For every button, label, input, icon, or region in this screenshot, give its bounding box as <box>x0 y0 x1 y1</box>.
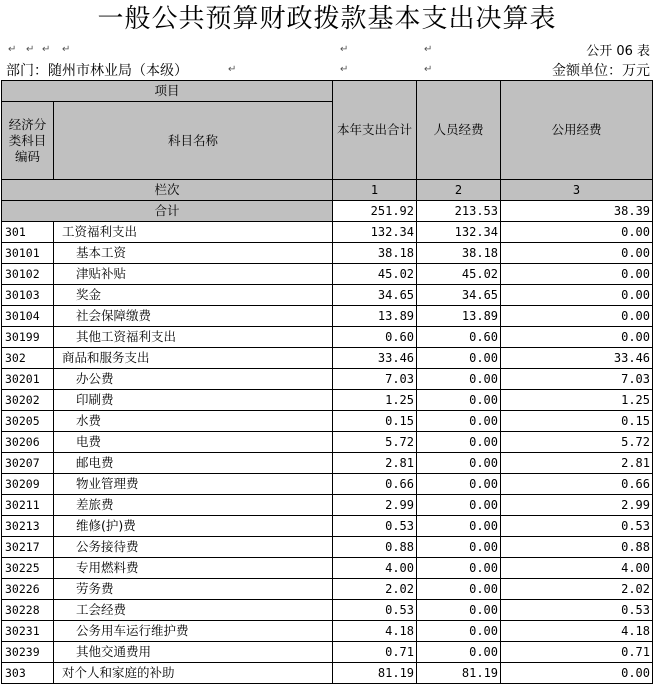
public-cell: 4.18 <box>501 621 653 642</box>
table-row <box>2 327 653 348</box>
subject-name-cell: 工会经费 <box>54 600 333 621</box>
econ-code-cell: 30209 <box>2 474 54 495</box>
econ-code-cell: 30202 <box>2 390 54 411</box>
sum-total: 251.92 <box>333 201 417 222</box>
table-row <box>2 432 653 453</box>
subject-name-cell: 印刷费 <box>54 390 333 411</box>
public-cell: 0.00 <box>501 306 653 327</box>
public-cell: 2.02 <box>501 579 653 600</box>
total-cell: 0.71 <box>333 642 417 663</box>
department-label: 部门：随州市林业局（本级） <box>6 62 188 79</box>
total-cell: 0.53 <box>333 600 417 621</box>
table-row <box>2 306 653 327</box>
unit-label: 金额单位：万元 <box>552 62 650 79</box>
personnel-cell: 38.18 <box>417 243 501 264</box>
total-cell: 4.18 <box>333 621 417 642</box>
table-row <box>2 369 653 390</box>
subject-name-cell: 工资福利支出 <box>54 222 333 243</box>
report-title: 一般公共预算财政拨款基本支出决算表 <box>97 4 557 34</box>
public-cell: 0.71 <box>501 642 653 663</box>
subject-name-cell: 公务接待费 <box>54 537 333 558</box>
public-cell: 0.00 <box>501 327 653 348</box>
personnel-cell: 0.00 <box>417 348 501 369</box>
econ-code-cell: 30206 <box>2 432 54 453</box>
personnel-cell: 0.00 <box>417 411 501 432</box>
subject-name-cell: 水费 <box>54 411 333 432</box>
table-row <box>2 495 653 516</box>
total-cell: 13.89 <box>333 306 417 327</box>
table-row <box>2 537 653 558</box>
personnel-cell: 132.34 <box>417 222 501 243</box>
public-cell: 0.00 <box>501 222 653 243</box>
personnel-cell: 0.00 <box>417 474 501 495</box>
subject-name-cell: 电费 <box>54 432 333 453</box>
personnel-cell: 45.02 <box>417 264 501 285</box>
econ-code-cell: 30228 <box>2 600 54 621</box>
public-cell: 0.00 <box>501 663 653 684</box>
subject-name-cell: 劳务费 <box>54 579 333 600</box>
personnel-cell: 0.00 <box>417 453 501 474</box>
personnel-cell: 0.00 <box>417 642 501 663</box>
form-number: 公开 06 表 <box>586 43 650 59</box>
subject-name-cell: 物业管理费 <box>54 474 333 495</box>
table-row <box>2 516 653 537</box>
public-cell: 0.88 <box>501 537 653 558</box>
total-cell: 81.19 <box>333 663 417 684</box>
index-3: 3 <box>501 180 653 201</box>
public-cell: 4.00 <box>501 558 653 579</box>
sum-public: 38.39 <box>501 201 653 222</box>
public-cell: 0.53 <box>501 516 653 537</box>
code-header: 经济分类科目编码 <box>2 102 54 180</box>
econ-code-cell: 30207 <box>2 453 54 474</box>
total-cell: 2.99 <box>333 495 417 516</box>
paragraph-mark: ↵ <box>424 64 433 75</box>
econ-code-cell: 301 <box>2 222 54 243</box>
table-row <box>2 348 653 369</box>
subject-name-cell: 基本工资 <box>54 243 333 264</box>
econ-code-cell: 30225 <box>2 558 54 579</box>
public-cell: 33.46 <box>501 348 653 369</box>
personnel-cell: 0.00 <box>417 516 501 537</box>
econ-code-cell: 30231 <box>2 621 54 642</box>
expenditure-table <box>1 80 653 684</box>
total-cell: 132.34 <box>333 222 417 243</box>
table-row <box>2 390 653 411</box>
table-row <box>2 243 653 264</box>
public-cell: 5.72 <box>501 432 653 453</box>
total-cell: 0.60 <box>333 327 417 348</box>
paragraph-mark: ↵ <box>62 43 71 55</box>
total-cell: 0.66 <box>333 474 417 495</box>
form-number-row <box>0 39 654 59</box>
econ-code-cell: 30205 <box>2 411 54 432</box>
subject-name-cell: 对个人和家庭的补助 <box>54 663 333 684</box>
personnel-cell: 0.00 <box>417 432 501 453</box>
public-cell: 2.81 <box>501 453 653 474</box>
total-header: 本年支出合计 <box>333 81 417 180</box>
econ-code-cell: 30201 <box>2 369 54 390</box>
subject-name-cell: 维修(护)费 <box>54 516 333 537</box>
sum-personnel: 213.53 <box>417 201 501 222</box>
subject-name-cell: 差旅费 <box>54 495 333 516</box>
econ-code-cell: 30104 <box>2 306 54 327</box>
econ-code-cell: 30199 <box>2 327 54 348</box>
paragraph-mark: ↵ <box>340 43 349 55</box>
table-row <box>2 579 653 600</box>
index-header: 栏次 <box>2 180 333 201</box>
total-cell: 34.65 <box>333 285 417 306</box>
public-header: 公用经费 <box>501 81 653 180</box>
subject-name-cell: 津贴补贴 <box>54 264 333 285</box>
personnel-cell: 13.89 <box>417 306 501 327</box>
personnel-cell: 0.00 <box>417 390 501 411</box>
public-cell: 0.00 <box>501 243 653 264</box>
total-cell: 33.46 <box>333 348 417 369</box>
personnel-cell: 0.00 <box>417 621 501 642</box>
subject-name-cell: 专用燃料费 <box>54 558 333 579</box>
total-cell: 0.53 <box>333 516 417 537</box>
public-cell: 0.15 <box>501 411 653 432</box>
subject-name-cell: 社会保障缴费 <box>54 306 333 327</box>
table-row <box>2 642 653 663</box>
paragraph-mark: ↵ <box>26 43 35 55</box>
econ-code-cell: 30226 <box>2 579 54 600</box>
personnel-cell: 0.00 <box>417 537 501 558</box>
econ-code-cell: 30211 <box>2 495 54 516</box>
personnel-cell: 81.19 <box>417 663 501 684</box>
table-row <box>2 264 653 285</box>
total-cell: 2.81 <box>333 453 417 474</box>
subject-header: 项目 <box>2 81 333 102</box>
subject-name-cell: 其他工资福利支出 <box>54 327 333 348</box>
table-row <box>2 663 653 684</box>
table-row <box>2 411 653 432</box>
sum-label: 合计 <box>2 201 333 222</box>
paragraph-mark: ↵ <box>42 43 51 55</box>
table-row <box>2 558 653 579</box>
total-cell: 0.88 <box>333 537 417 558</box>
table-row <box>2 222 653 243</box>
table-row <box>2 285 653 306</box>
paragraph-mark: ↵ <box>424 43 433 55</box>
personnel-cell: 34.65 <box>417 285 501 306</box>
total-cell: 5.72 <box>333 432 417 453</box>
econ-code-cell: 30213 <box>2 516 54 537</box>
subject-name-cell: 其他交通费用 <box>54 642 333 663</box>
table-row <box>2 474 653 495</box>
table-row <box>2 621 653 642</box>
total-cell: 1.25 <box>333 390 417 411</box>
personnel-cell: 0.00 <box>417 600 501 621</box>
index-2: 2 <box>417 180 501 201</box>
public-cell: 0.00 <box>501 285 653 306</box>
total-cell: 4.00 <box>333 558 417 579</box>
personnel-cell: 0.00 <box>417 369 501 390</box>
table-row <box>2 600 653 621</box>
name-header: 科目名称 <box>54 102 333 180</box>
econ-code-cell: 30101 <box>2 243 54 264</box>
public-cell: 0.66 <box>501 474 653 495</box>
econ-code-cell: 30217 <box>2 537 54 558</box>
subject-name-cell: 公务用车运行维护费 <box>54 621 333 642</box>
personnel-cell: 0.00 <box>417 495 501 516</box>
total-cell: 38.18 <box>333 243 417 264</box>
econ-code-cell: 30102 <box>2 264 54 285</box>
public-cell: 2.99 <box>501 495 653 516</box>
public-cell: 0.53 <box>501 600 653 621</box>
total-cell: 7.03 <box>333 369 417 390</box>
econ-code-cell: 303 <box>2 663 54 684</box>
public-cell: 1.25 <box>501 390 653 411</box>
department-row <box>0 59 654 80</box>
index-1: 1 <box>333 180 417 201</box>
subject-name-cell: 奖金 <box>54 285 333 306</box>
econ-code-cell: 302 <box>2 348 54 369</box>
personnel-header: 人员经费 <box>417 81 501 180</box>
paragraph-mark: ↵ <box>340 64 349 75</box>
public-cell: 7.03 <box>501 369 653 390</box>
econ-code-cell: 30239 <box>2 642 54 663</box>
public-cell: 0.00 <box>501 264 653 285</box>
personnel-cell: 0.60 <box>417 327 501 348</box>
total-cell: 2.02 <box>333 579 417 600</box>
total-cell: 45.02 <box>333 264 417 285</box>
personnel-cell: 0.00 <box>417 558 501 579</box>
subject-name-cell: 邮电费 <box>54 453 333 474</box>
total-cell: 0.15 <box>333 411 417 432</box>
subject-name-cell: 商品和服务支出 <box>54 348 333 369</box>
econ-code-cell: 30103 <box>2 285 54 306</box>
paragraph-mark: ↵ <box>8 43 17 55</box>
personnel-cell: 0.00 <box>417 579 501 600</box>
paragraph-mark: ↵ <box>228 64 237 75</box>
table-row <box>2 453 653 474</box>
subject-name-cell: 办公费 <box>54 369 333 390</box>
